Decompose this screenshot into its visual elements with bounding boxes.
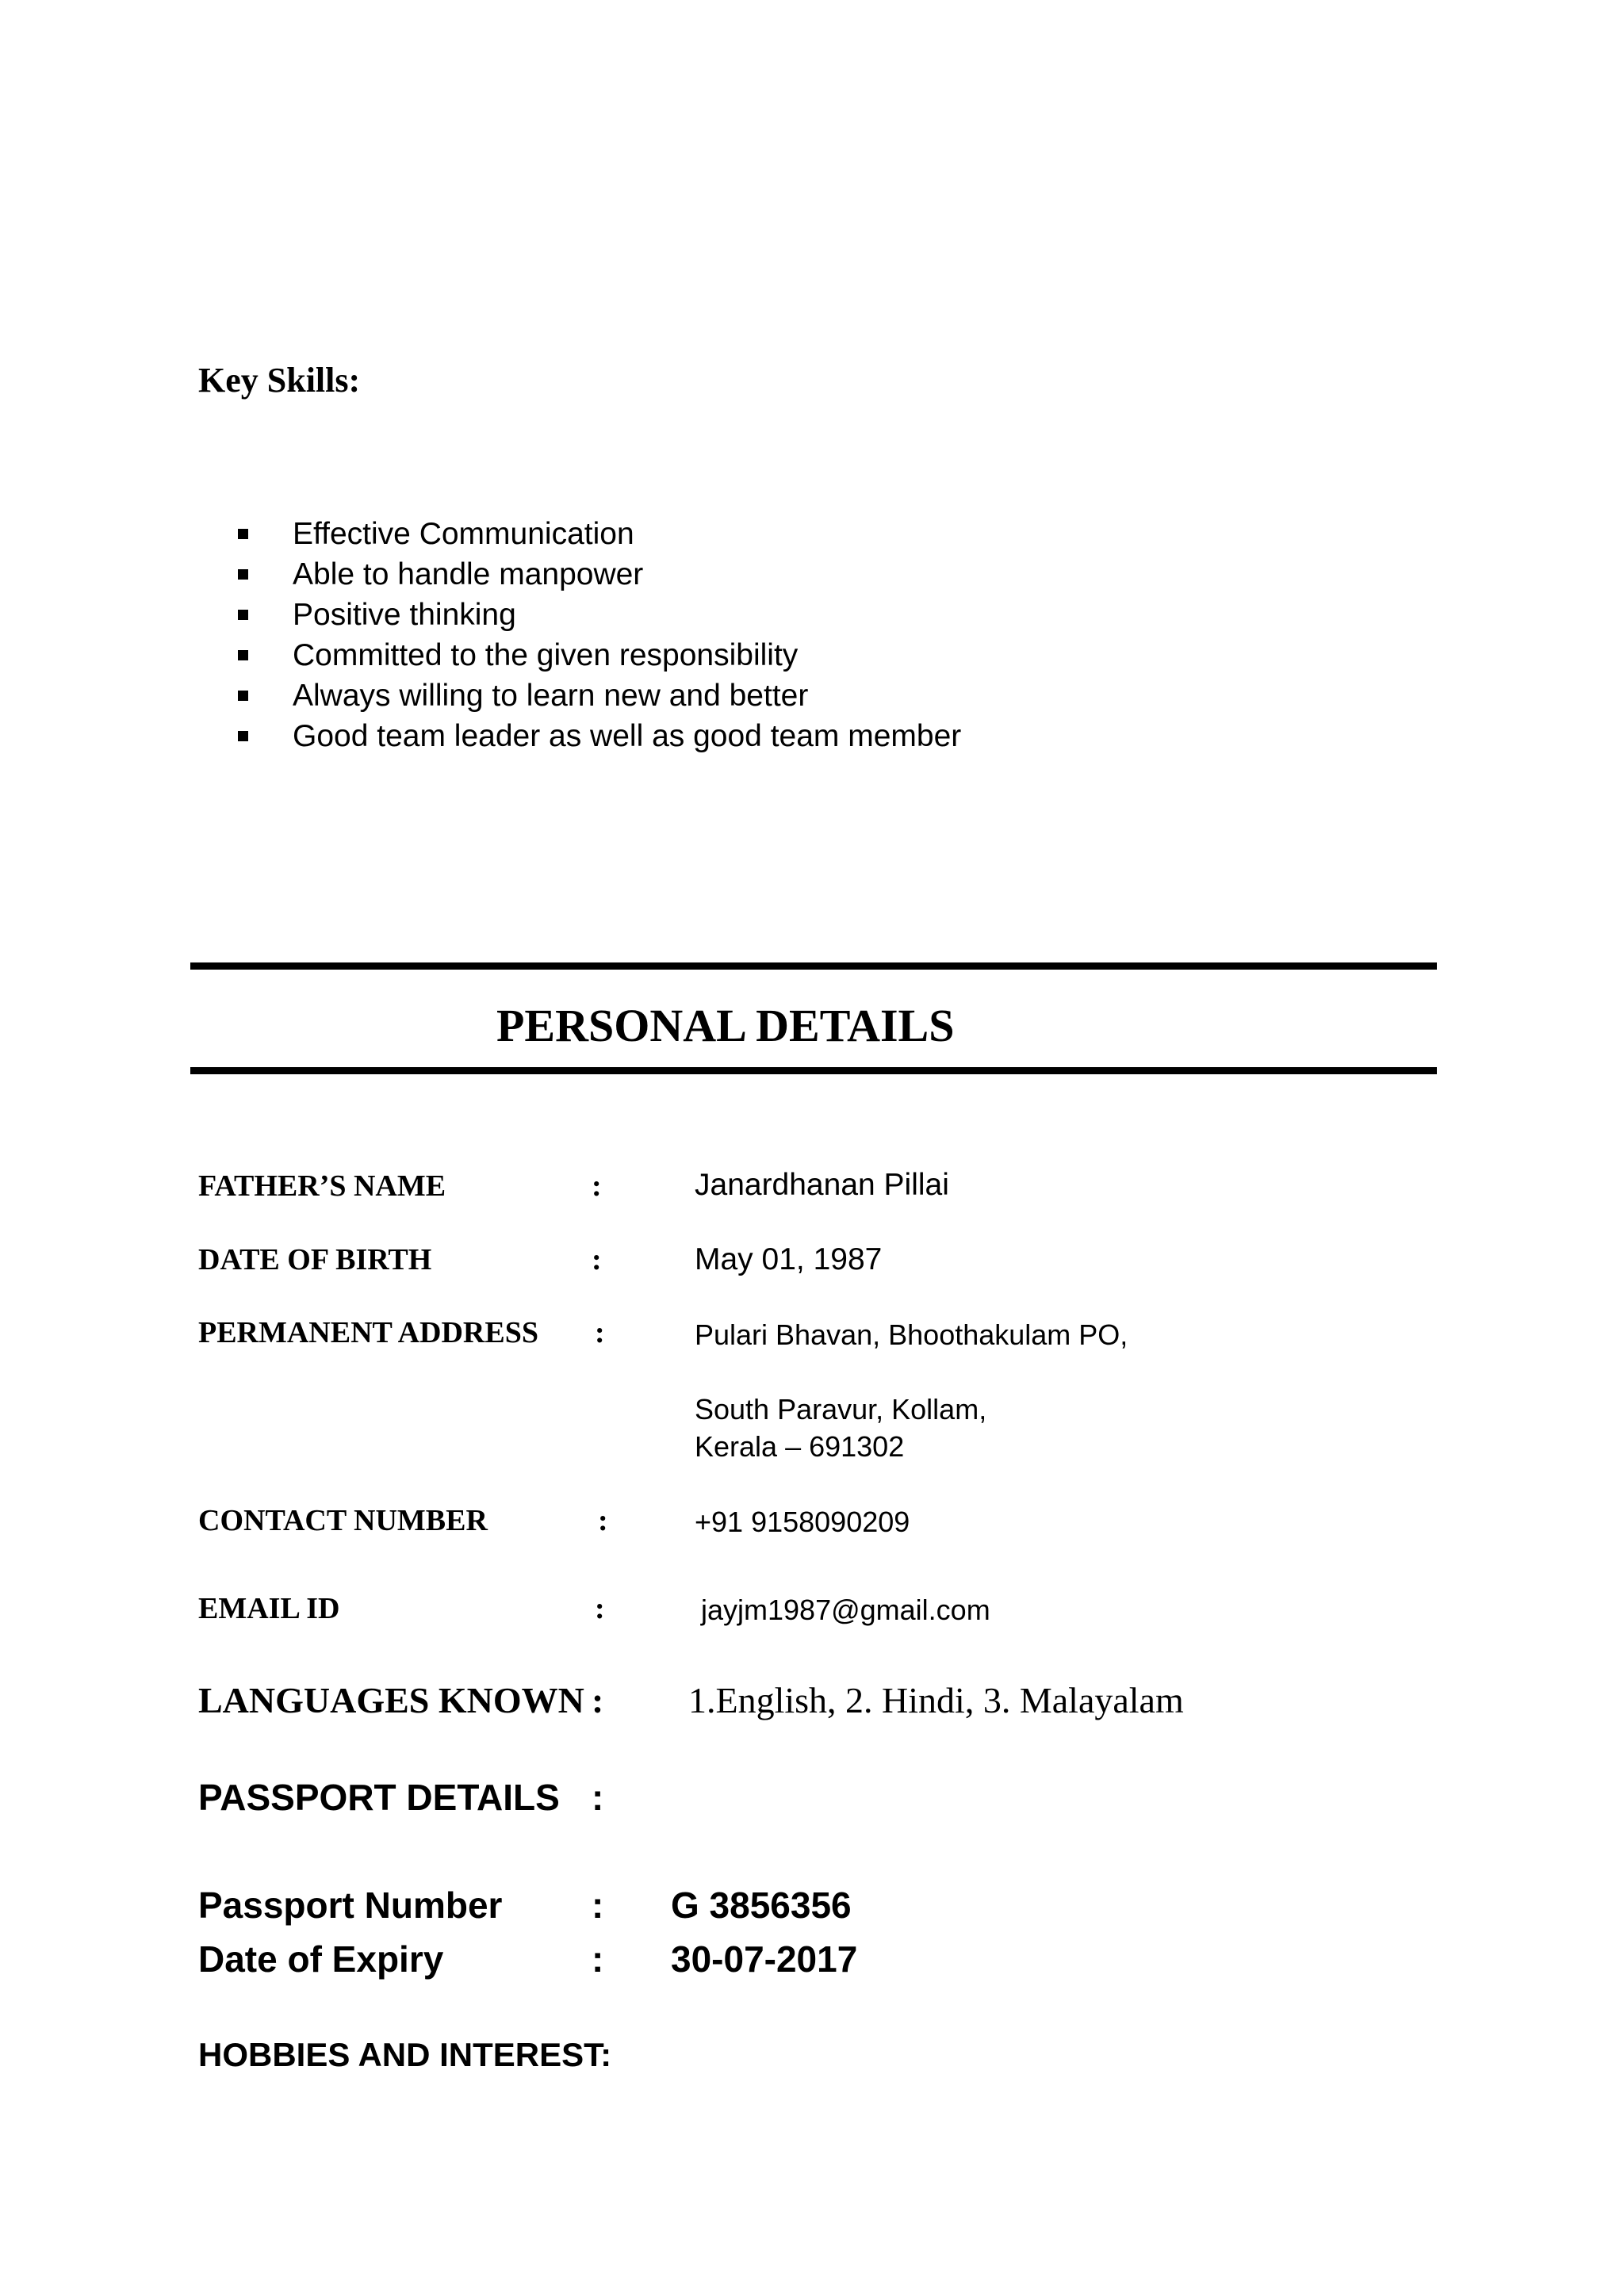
square-bullet-icon	[238, 529, 248, 539]
passport-number-value: G 3856356	[671, 1885, 852, 1926]
key-skills-list	[238, 514, 961, 756]
section-divider-top	[190, 962, 1437, 970]
address-line-1: Pulari Bhavan, Bhoothakulam PO,	[695, 1318, 1128, 1351]
separator-colon: :	[592, 1938, 604, 1980]
personal-details-title: PERSONAL DETAILS	[496, 1000, 955, 1051]
hobbies-heading: HOBBIES AND INTEREST:	[198, 2036, 612, 2073]
skill-text: Positive thinking	[293, 598, 516, 632]
skill-text: Good team leader as well as good team member	[293, 719, 962, 753]
square-bullet-icon	[238, 569, 248, 580]
fathers-name-label: FATHER’S NAME	[198, 1169, 446, 1203]
passport-number-label: Passport Number	[198, 1885, 503, 1926]
date-of-expiry-label: Date of Expiry	[198, 1938, 444, 1980]
languages-known-value: 1.English, 2. Hindi, 3. Malayalam	[688, 1680, 1184, 1720]
address-line-3: Kerala – 691302	[695, 1430, 905, 1463]
skill-text: Able to handle manpower	[293, 557, 644, 591]
address-line-2: South Paravur, Kollam,	[695, 1393, 987, 1425]
separator-colon: :	[592, 1777, 604, 1818]
separator-colon: :	[592, 1885, 604, 1926]
list-item	[238, 514, 961, 554]
square-bullet-icon	[238, 650, 248, 660]
languages-known-label: LANGUAGES KNOWN	[198, 1680, 584, 1720]
skill-text: Always willing to learn new and better	[293, 679, 809, 713]
list-item	[238, 675, 961, 716]
separator-colon: :	[592, 1243, 602, 1276]
separator-colon: :	[592, 1680, 604, 1720]
email-id-label: EMAIL ID	[198, 1592, 340, 1625]
skill-text: Effective Communication	[293, 517, 634, 551]
date-of-birth-label: DATE OF BIRTH	[198, 1243, 432, 1276]
skill-text: Committed to the given responsibility	[293, 638, 799, 672]
separator-colon: :	[598, 1504, 608, 1537]
key-skills-heading: Key Skills:	[198, 361, 361, 400]
square-bullet-icon	[238, 731, 248, 741]
separator-colon: :	[592, 1169, 602, 1203]
square-bullet-icon	[238, 610, 248, 620]
date-of-birth-value: May 01, 1987	[695, 1242, 883, 1276]
fathers-name-value: Janardhanan Pillai	[695, 1168, 949, 1202]
list-item	[238, 716, 961, 756]
date-of-expiry-value: 30-07-2017	[671, 1938, 858, 1980]
list-item	[238, 554, 961, 595]
section-divider-bottom	[190, 1067, 1437, 1074]
separator-colon: :	[595, 1592, 605, 1625]
email-id-value: jayjm1987@gmail.com	[701, 1594, 990, 1626]
contact-number-value: +91 9158090209	[695, 1506, 910, 1538]
permanent-address-label: PERMANENT ADDRESS	[198, 1316, 538, 1349]
separator-colon: :	[595, 1316, 605, 1349]
passport-details-label: PASSPORT DETAILS	[198, 1777, 560, 1818]
list-item	[238, 595, 961, 635]
square-bullet-icon	[238, 691, 248, 701]
list-item	[238, 635, 961, 675]
contact-number-label: CONTACT NUMBER	[198, 1504, 488, 1537]
